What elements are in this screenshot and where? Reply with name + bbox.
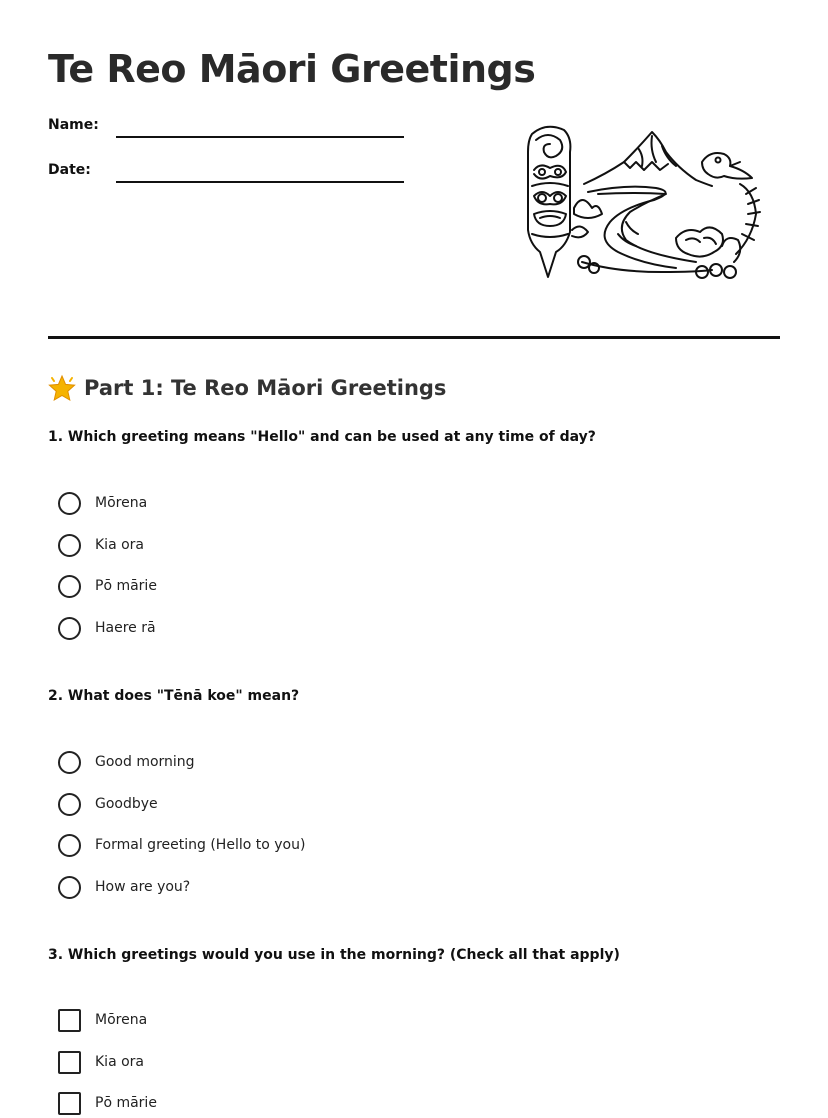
- q1-option-4[interactable]: [58, 616, 156, 640]
- q2-option-1[interactable]: [58, 750, 195, 774]
- option-label: Kia ora: [95, 1054, 144, 1070]
- question-2-text: 2. What does "Tēnā koe" mean?: [48, 688, 300, 704]
- radio-button[interactable]: [58, 534, 81, 557]
- section-heading: [48, 374, 446, 402]
- option-label: Pō mārie: [95, 1095, 157, 1111]
- date-answer-line[interactable]: [116, 181, 404, 183]
- checkbox[interactable]: [58, 1051, 81, 1074]
- q2-option-3[interactable]: [58, 833, 305, 857]
- q1-option-2[interactable]: [58, 533, 144, 557]
- option-label: Mōrena: [95, 1012, 148, 1028]
- option-label: Kia ora: [95, 537, 144, 553]
- radio-button[interactable]: [58, 575, 81, 598]
- q3-option-3[interactable]: [58, 1091, 157, 1115]
- radio-button[interactable]: [58, 834, 81, 857]
- option-label: Pō mārie: [95, 578, 157, 594]
- option-label: Haere rā: [95, 620, 156, 636]
- option-label: Mōrena: [95, 495, 148, 511]
- q3-option-2[interactable]: [58, 1050, 144, 1074]
- date-label: Date:: [48, 162, 91, 178]
- name-label: Name:: [48, 117, 99, 133]
- star-icon: [48, 374, 76, 402]
- q1-option-1[interactable]: [58, 491, 147, 515]
- q3-option-1[interactable]: [58, 1008, 147, 1032]
- option-label: How are you?: [95, 879, 191, 895]
- radio-button[interactable]: [58, 876, 81, 899]
- page-title: Te Reo Māori Greetings: [48, 47, 536, 91]
- question-1-text: 1. Which greeting means "Hello" and can be used at any time of day?: [48, 429, 596, 445]
- option-label: Goodbye: [95, 796, 158, 812]
- q2-option-2[interactable]: [58, 792, 158, 816]
- section-divider: [48, 336, 780, 339]
- radio-button[interactable]: [58, 751, 81, 774]
- q1-option-3[interactable]: [58, 574, 157, 598]
- question-3-text: 3. Which greetings would you use in the morning? (Check all that apply): [48, 947, 620, 963]
- name-answer-line[interactable]: [116, 136, 404, 138]
- q2-option-4[interactable]: [58, 875, 190, 899]
- radio-button[interactable]: [58, 492, 81, 515]
- mountain-river-carving-illustration: [526, 122, 762, 282]
- option-label: Good morning: [95, 754, 195, 770]
- radio-button[interactable]: [58, 793, 81, 816]
- checkbox[interactable]: [58, 1009, 81, 1032]
- radio-button[interactable]: [58, 617, 81, 640]
- checkbox[interactable]: [58, 1092, 81, 1115]
- option-label: Formal greeting (Hello to you): [95, 837, 306, 853]
- section-title: Part 1: Te Reo Māori Greetings: [84, 376, 447, 400]
